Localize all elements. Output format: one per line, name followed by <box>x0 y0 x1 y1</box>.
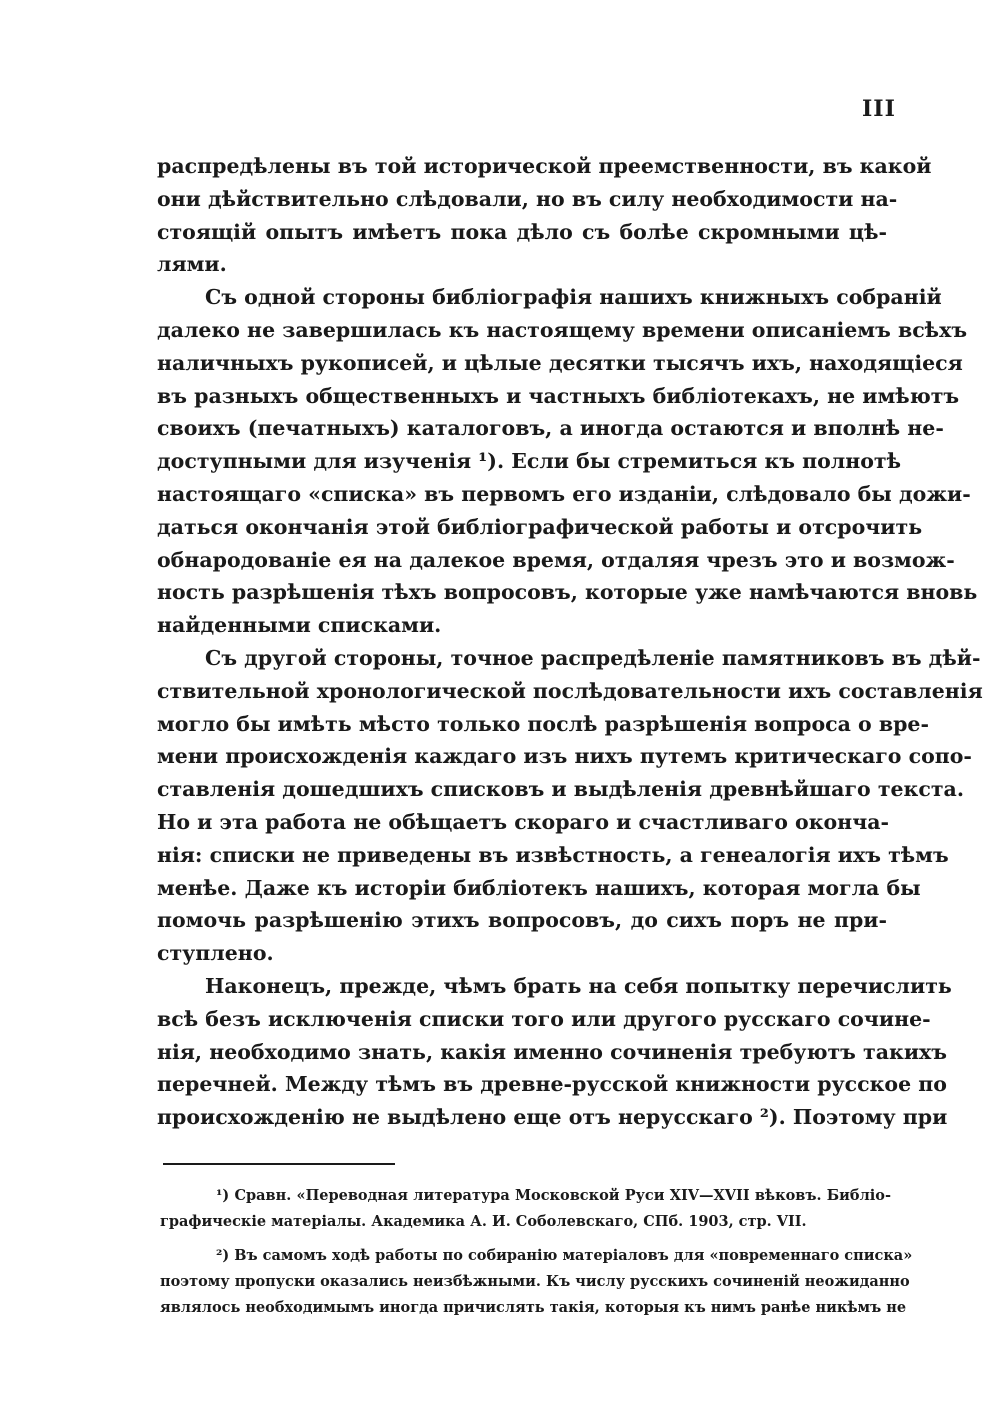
text-line: могло бы имѣть мѣсто только послѣ разрѣшенія вопроса о вре- <box>157 711 929 736</box>
page-number: III <box>862 96 896 122</box>
text-line: обнародованіе ея на далекое время, отдаляя чрезъ это и возмож- <box>157 547 955 572</box>
footnote-line: поэтому пропуски оказались неизбѣжными. Къ числу русскихъ сочиненій неожиданно <box>160 1273 910 1290</box>
text-line: ступлено. <box>157 941 274 966</box>
footnote-line: ²) Въ самомъ ходѣ работы по собиранію матеріаловъ для «повременнаго списка» <box>216 1247 913 1264</box>
text-line: перечней. Между тѣмъ въ древне-русской книжности русское по <box>157 1072 947 1097</box>
text-line: наличныхъ рукописей, и цѣлые десятки тысячъ ихъ, находящіеся <box>157 350 963 375</box>
text-line: даться окончанія этой библіографической работы и отсрочить <box>157 514 923 539</box>
text-line: лями. <box>157 252 227 277</box>
text-line: въ разныхъ общественныхъ и частныхъ библіотекахъ, не имѣютъ <box>157 383 960 408</box>
text-line: Но и эта работа не обѣщаетъ скораго и счастливаго оконча- <box>157 809 889 834</box>
paragraph-chronology <box>157 642 983 970</box>
text-line: нія, необходимо знать, какія именно сочиненія требуютъ такихъ <box>157 1039 947 1064</box>
footnote-line: являлось необходимымъ иногда причислять такія, которыя къ нимъ ранѣе никѣмъ не <box>160 1299 907 1316</box>
text-line: происхожденію не выдѣлено еще отъ нерусскаго ²). Поэтому при <box>157 1105 948 1130</box>
text-line: нія: списки не приведены въ извѣстность, а генеалогія ихъ тѣмъ <box>157 842 949 867</box>
text-line: доступными для изученія ¹). Если бы стремиться къ полнотѣ <box>157 449 902 474</box>
text-line: Съ одной стороны библіографія нашихъ книжныхъ собраній <box>205 285 942 310</box>
paragraph-continuation <box>157 150 932 281</box>
text-line: ность разрѣшенія тѣхъ вопросовъ, которые уже намѣчаются вновь <box>157 580 978 605</box>
text-line: они дѣйствительно слѣдовали, но въ силу необходимости на- <box>157 186 898 211</box>
text-line: всѣ безъ исключенія списки того или другого русскаго сочине- <box>157 1006 931 1031</box>
text-line: своихъ (печатныхъ) каталоговъ, а иногда остаются и вполнѣ не- <box>157 416 944 441</box>
text-line: распредѣлены въ той исторической преемственности, въ какой <box>157 154 932 178</box>
footnote-divider <box>163 1163 395 1165</box>
footnote-2 <box>160 1243 913 1321</box>
paragraph-bibliography <box>157 281 978 642</box>
text-line: Съ другой стороны, точное распредѣленіе памятниковъ въ дѣй- <box>205 645 981 670</box>
body-text <box>157 150 983 1134</box>
footnote-1 <box>160 1183 891 1235</box>
text-line: найденными списками. <box>157 613 442 638</box>
text-line: ствительной хронологической послѣдовательности ихъ составленія <box>157 678 983 703</box>
footnote-line: графическіе матеріалы. Академика А. И. Соболевскаго, СПб. 1903, стр. VII. <box>160 1213 807 1230</box>
text-line: стоящій опытъ имѣетъ пока дѣло съ болѣе скромными цѣ- <box>157 219 887 244</box>
footnotes <box>160 1183 913 1321</box>
text-line: мени происхожденія каждаго изъ нихъ путемъ критическаго сопо- <box>157 744 972 769</box>
text-line: помочь разрѣшенію этихъ вопросовъ, до сихъ поръ не при- <box>157 908 887 933</box>
text-line: далеко не завершилась къ настоящему времени описаніемъ всѣхъ <box>157 317 968 342</box>
footnote-line: ¹) Сравн. «Переводная литература Московской Руси XIV—XVII вѣковъ. Библіо- <box>216 1187 891 1204</box>
text-line: ставленія дошедшихъ списковъ и выдѣленія древнѣйшаго текста. <box>157 777 964 802</box>
paragraph-conclusion <box>157 970 952 1134</box>
text-line: Наконецъ, прежде, чѣмъ брать на себя попытку перечислить <box>205 973 952 998</box>
text-line: менѣе. Даже къ исторіи библіотекъ нашихъ, которая могла бы <box>157 875 921 900</box>
text-line: настоящаго «списка» въ первомъ его изданіи, слѣдовало бы дожи- <box>157 481 971 506</box>
